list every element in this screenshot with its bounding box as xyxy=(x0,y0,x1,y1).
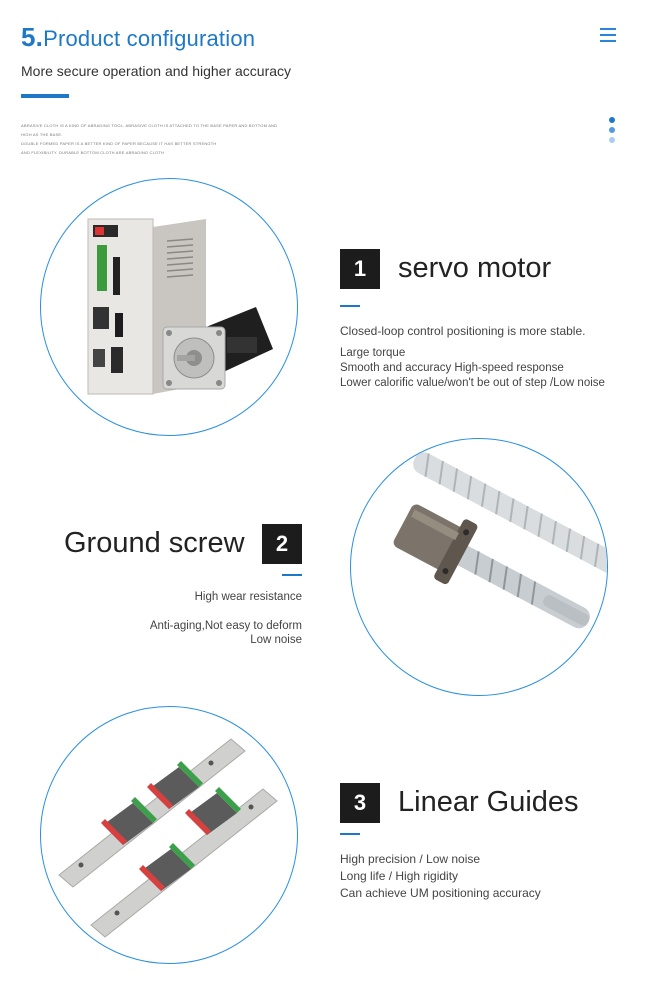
feature-3-line: Can achieve UM positioning accuracy xyxy=(340,886,541,900)
section-number: 5. xyxy=(21,22,44,52)
hamburger-menu-icon[interactable] xyxy=(600,26,616,44)
feature-3-line: High precision / Low noise xyxy=(340,852,481,866)
page-subtitle: More secure operation and higher accuracy xyxy=(21,63,292,79)
feature-1-number: 1 xyxy=(340,249,380,289)
feature-1-details xyxy=(340,346,605,391)
title-accent-bar xyxy=(21,94,69,98)
feature-2-line: High wear resistance xyxy=(194,591,302,603)
feature-1-lead: Closed-loop control positioning is more stable. xyxy=(340,324,586,338)
feature-2-underline xyxy=(282,574,302,576)
feature-1-underline xyxy=(340,305,360,307)
section-title: Product configuration xyxy=(43,26,256,51)
feature-1-line: Large torque xyxy=(340,347,406,359)
feature-1-title: servo motor xyxy=(398,252,552,284)
fine-print-line: DOUBLE FORMED PAPER IS A BETTER KIND OF PAPER BECAUSE IT HAS BETTER STRENGTH xyxy=(21,141,217,146)
feature-1-line: Smooth and accuracy High-speed response xyxy=(340,362,564,374)
fine-print-line: AND FLEXIBILITY. DURABLE BOTTOM CLOTH ARE ABRADING CLOTH xyxy=(21,150,165,155)
page-title xyxy=(21,22,255,53)
linear-guide-illustration xyxy=(41,707,298,964)
servo-motor-image xyxy=(40,178,298,436)
feature-1-line: Lower calorific value/won't be out of step /Low noise xyxy=(340,377,605,389)
feature-3-underline xyxy=(340,833,360,835)
feature-2-number: 2 xyxy=(262,524,302,564)
feature-2-line: Anti-aging,Not easy to deform xyxy=(149,620,302,632)
ground-screw-image xyxy=(350,438,608,696)
servo-motor-illustration xyxy=(41,179,298,436)
feature-3-number: 3 xyxy=(340,783,380,823)
fine-print-line: ABRASIVE CLOTH IS A KIND OF ABRADING TOOL. ABRASIVE CLOTH IS ATTACHED TO THE BASE PAPER AND BOTTOM AND HIGH AS THE BASE. xyxy=(21,123,278,137)
feature-3-title: Linear Guides xyxy=(398,786,579,818)
ball-screw-illustration xyxy=(351,439,608,696)
linear-guides-image xyxy=(40,706,298,964)
feature-3-details xyxy=(340,851,541,902)
feature-2-line: Low noise xyxy=(250,634,302,646)
fine-print xyxy=(21,121,281,157)
pager-dots-icon[interactable] xyxy=(609,117,615,147)
feature-2-title: Ground screw xyxy=(64,527,245,559)
feature-3-line: Long life / High rigidity xyxy=(340,869,459,883)
feature-2-details xyxy=(150,619,302,647)
